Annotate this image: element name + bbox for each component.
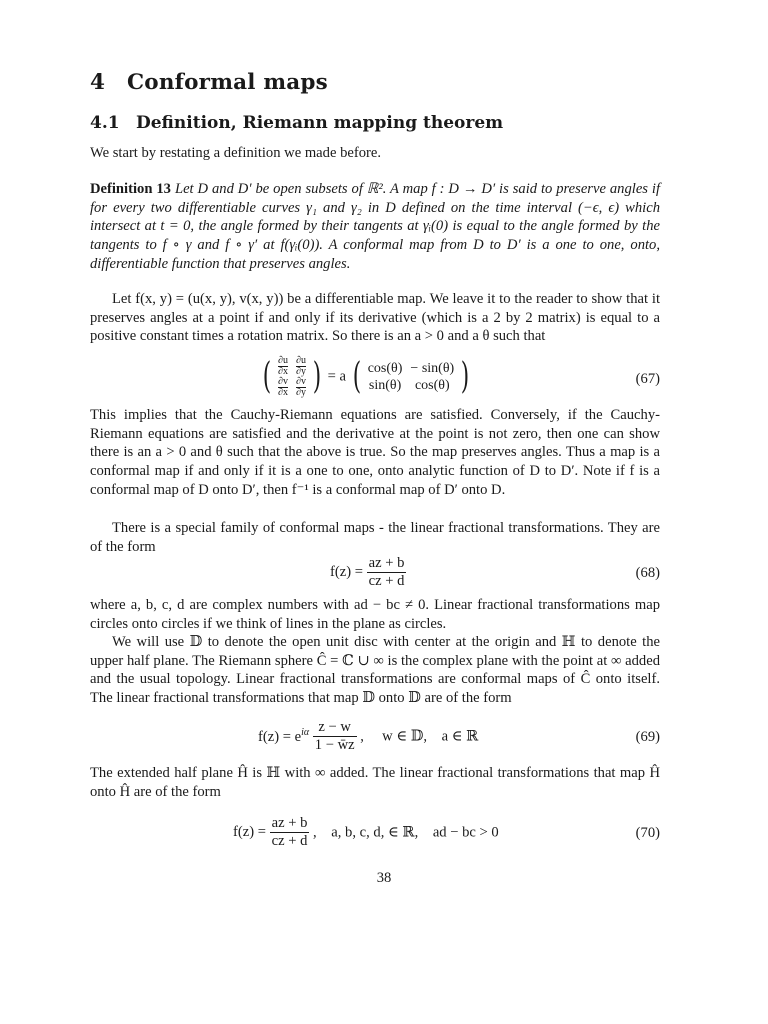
jac-dv-2: ∂v bbox=[296, 376, 306, 387]
eq69-numerator: z − w bbox=[313, 719, 357, 737]
jac-du-2: ∂u bbox=[296, 355, 306, 366]
equation-67-body bbox=[260, 356, 472, 398]
equation-69-number: (69) bbox=[635, 729, 660, 745]
eq69-exponent: iα bbox=[301, 727, 310, 738]
jac-dy-1: ∂y bbox=[296, 366, 306, 377]
paragraph-extended-halfplane: The extended half plane Ĥ is ℍ with ∞ added. The linear fractional transformations that map Ĥ onto Ĥ are of the form bbox=[90, 765, 660, 800]
eq69-denominator: 1 − w̄z bbox=[314, 737, 355, 753]
equation-69-body bbox=[258, 719, 478, 754]
paragraph-derivative: Let f(x, y) = (u(x, y), v(x, y)) be a differentiable map. We leave it to the reader to show that it preserves angles at a point if and only if its derivative (which is a 2 by 2 matrix) is equal to a positive constant times a rotation matrix. So there is an a > 0 and a θ such that bbox=[90, 291, 660, 345]
jac-dx-2: ∂x bbox=[278, 387, 288, 398]
section-number: 4 bbox=[90, 70, 106, 95]
subsection-number: 4.1 bbox=[90, 113, 120, 133]
eq69-lhs-text: f(z) = e bbox=[258, 729, 302, 745]
right-paren-2: ) bbox=[460, 356, 470, 397]
page-number: 38 bbox=[376, 870, 392, 886]
left-paren: ( bbox=[262, 356, 272, 397]
eq68-fraction bbox=[367, 555, 407, 590]
eq70-numerator: az + b bbox=[271, 815, 308, 831]
paragraph-cauchy-riemann: This implies that the Cauchy-Riemann equations are satisfied. Conversely, if the Cauchy-Riemann equations are satisfied and the derivative at the point is not zero, then one can show there is an a > 0 and θ such that the above is true. So the map preserves angles. Thus a map is a conformal map if and only if it is a one to one, onto analytic function of D to D′. Note if f is a conformal map of D onto D′, then f⁻¹ is a conformal map of D′ onto D. bbox=[90, 407, 660, 498]
eq69-lhs bbox=[258, 729, 309, 745]
subsection-heading bbox=[90, 113, 503, 133]
rot-21: sin(θ) bbox=[368, 378, 402, 393]
intro-paragraph: We start by restating a definition we made before. bbox=[90, 145, 381, 161]
jac-du-1: ∂u bbox=[278, 355, 288, 366]
equation-70 bbox=[90, 815, 660, 853]
jac-dv-1: ∂v bbox=[278, 376, 288, 387]
equation-68 bbox=[90, 555, 660, 593]
paragraph-disc-halfplane: We will use 𝔻 to denote the open unit disc with center at the origin and ℍ to denote the upper half plane. The Riemann sphere Ĉ = ℂ ∪ ∞ is the complex plane with the point at ∞ added and the usual topology. Linear fractional transformations are conformal maps of Ĉ onto itself. The linear fractional transformations that map 𝔻 onto 𝔻 are of the form bbox=[90, 634, 660, 707]
eq68-lhs: f(z) = bbox=[330, 564, 363, 580]
left-paren-2: ( bbox=[352, 356, 361, 397]
definition-label: Definition 13 bbox=[90, 181, 171, 197]
rot-22: cos(θ) bbox=[414, 378, 450, 393]
rotation-matrix bbox=[364, 360, 458, 394]
subsection-title: Definition, Riemann mapping theorem bbox=[136, 113, 504, 133]
equation-70-body bbox=[233, 815, 499, 850]
definition-block bbox=[90, 180, 660, 274]
definition-text: Let D and D′ be open subsets of ℝ². A map f : D → D′ is said to preserve angles if for every two differentiable curves γ₁ and γ₂ in D defined on the time interval (−ϵ, ϵ) which intersect at t = 0, the angle formed by their tangents at γᵢ(0) is equal to the angle formed by the tangents to f ∘ γ and f ∘ γ′ at f(γᵢ(0)). A conformal map from D to D′ is a one to one, onto, differentiable function that preserves angles. bbox=[90, 181, 661, 272]
jacobian-matrix bbox=[274, 356, 310, 398]
eq69-conditions: , w ∈ 𝔻, a ∈ ℝ bbox=[360, 728, 479, 745]
eq70-conditions: , a, b, c, d, ∈ ℝ, ad − bc > 0 bbox=[313, 824, 499, 841]
eq70-denominator: cz + d bbox=[271, 833, 308, 849]
rot-12: − sin(θ) bbox=[410, 361, 455, 376]
section-heading bbox=[90, 70, 328, 95]
equation-67 bbox=[90, 356, 660, 404]
right-paren: ) bbox=[312, 356, 322, 397]
jac-dx-1: ∂x bbox=[278, 366, 288, 377]
jac-dy-2: ∂y bbox=[296, 387, 306, 398]
equation-68-number: (68) bbox=[635, 565, 660, 581]
section-title: Conformal maps bbox=[127, 70, 328, 95]
rot-11: cos(θ) bbox=[367, 361, 403, 376]
equation-67-number: (67) bbox=[635, 371, 660, 387]
eq69-fraction bbox=[313, 719, 357, 754]
paragraph-lft-circles: where a, b, c, d are complex numbers with ad − bc ≠ 0. Linear fractional transformations map circles onto circles if we think of lines in the plane as circles. bbox=[90, 597, 660, 632]
equals-a: = a bbox=[327, 368, 347, 385]
eq68-numerator: az + b bbox=[368, 555, 405, 571]
eq70-fraction bbox=[270, 815, 310, 850]
equation-68-body bbox=[330, 555, 406, 590]
paragraph-lft-intro: There is a special family of conformal maps - the linear fractional transformations. They are of the form bbox=[90, 520, 660, 555]
eq68-denominator: cz + d bbox=[368, 573, 405, 589]
equation-69 bbox=[90, 719, 660, 757]
equation-70-number: (70) bbox=[635, 825, 660, 841]
eq70-lhs: f(z) = bbox=[233, 824, 266, 840]
